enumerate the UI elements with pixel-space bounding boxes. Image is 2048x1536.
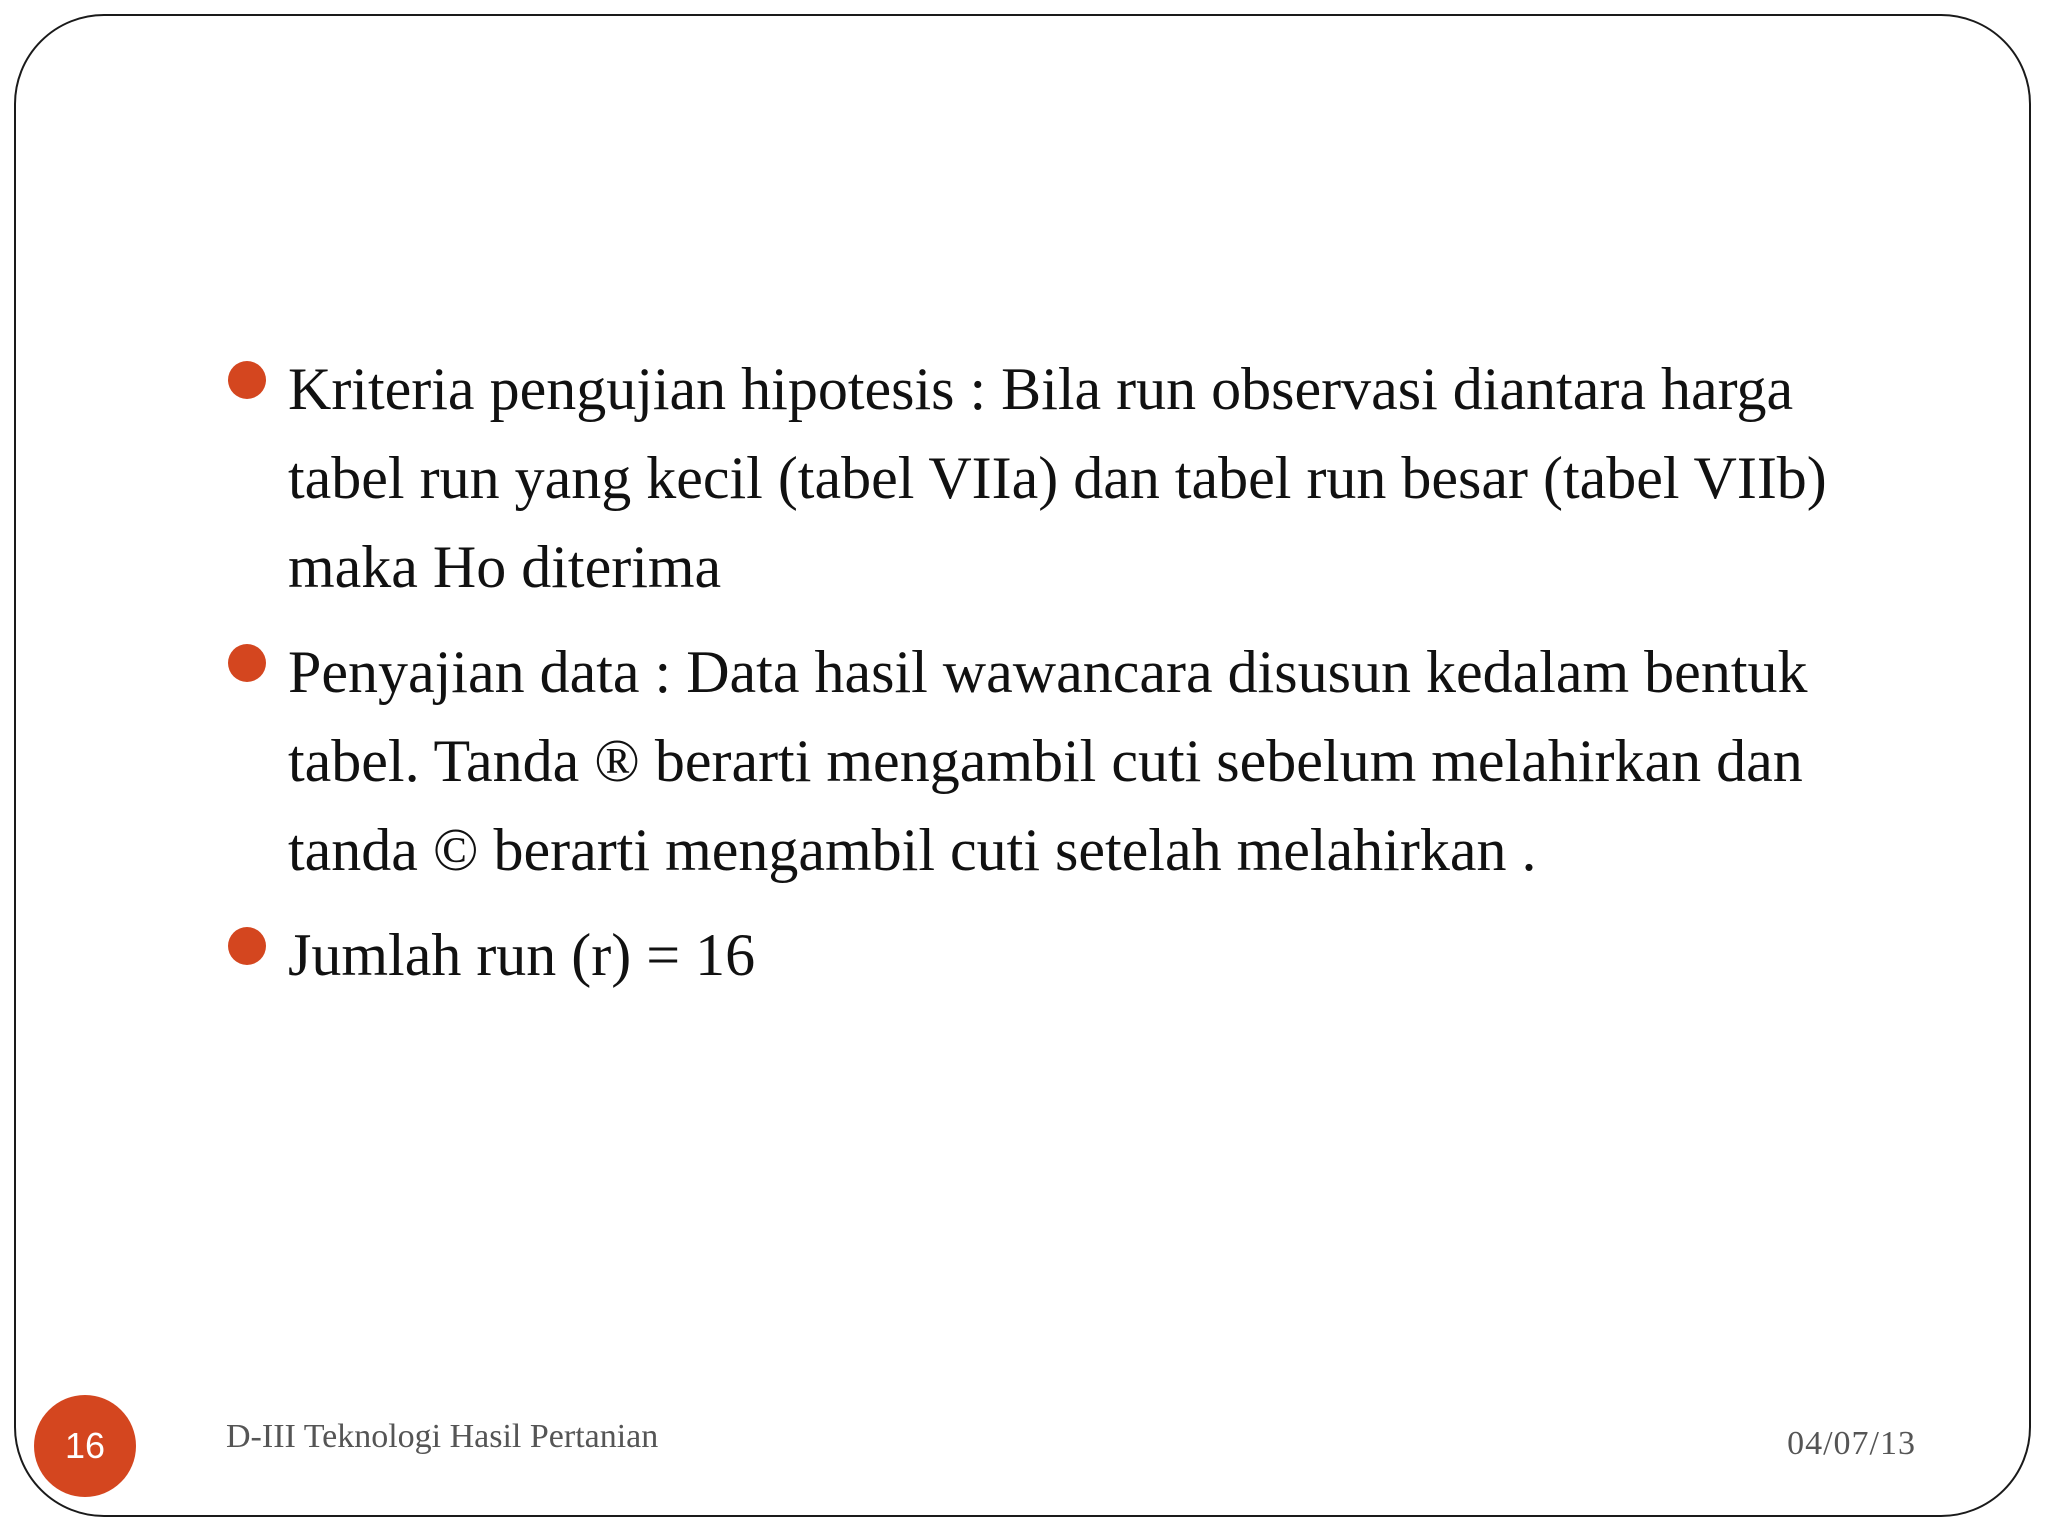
- footer-text: D-III Teknologi Hasil Pertanian: [226, 1418, 659, 1455]
- bullet-dot-icon: [228, 644, 266, 682]
- footer-date: 04/07/13: [1787, 1425, 1916, 1462]
- bullet-item-data-presentation: [228, 628, 1868, 895]
- bullet-text: Jumlah run (r) = 16: [288, 922, 756, 988]
- bullet-list: [228, 345, 1868, 1016]
- bullet-dot-icon: [228, 927, 266, 965]
- bullet-item-run-count: [228, 911, 1868, 1000]
- bullet-item-criteria: [228, 345, 1868, 612]
- bullet-text: Kriteria pengujian hipotesis : Bila run observasi diantara harga tabel run yang kecil (tabel VIIa) dan tabel run besar (tabel VIIb) maka Ho diterima: [288, 356, 1827, 600]
- bullet-text: Penyajian data : Data hasil wawancara disusun kedalam bentuk tabel. Tanda ® berarti mengambil cuti sebelum melahirkan dan tanda © berarti mengambil cuti setelah melahirkan .: [288, 639, 1808, 883]
- page-number: 16: [64, 1425, 106, 1466]
- page-number-badge: [34, 1395, 136, 1497]
- bullet-dot-icon: [228, 361, 266, 399]
